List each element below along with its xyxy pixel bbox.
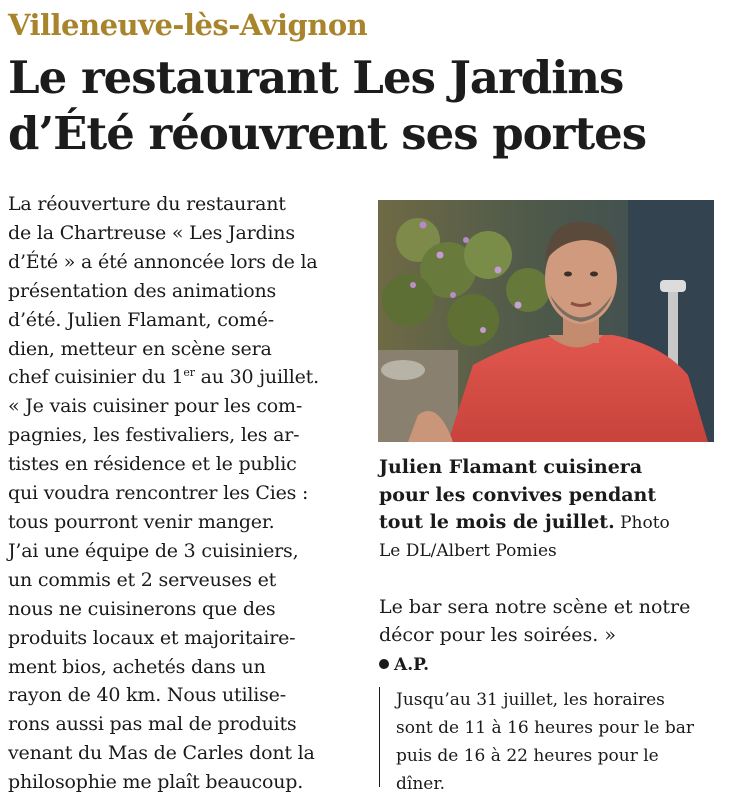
author-signature — [379, 655, 429, 675]
body-line: qui voudra rencontrer les Cies : — [8, 482, 309, 505]
info-line: puis de 16 à 22 heures pour le — [396, 746, 659, 766]
body-line: de la Chartreuse « Les Jardins — [8, 221, 295, 244]
body-line: d’été. Julien Flamant, comé- — [8, 308, 274, 331]
body-line: « Je vais cuisiner pour les com- — [8, 395, 303, 418]
photo-credit: Le DL/Albert Pomies — [379, 540, 557, 561]
signature-text: A.P. — [394, 655, 429, 675]
body-line: venant du Mas de Carles dont la — [8, 742, 315, 765]
body-line: ment bios, achetés dans un — [8, 655, 266, 678]
body-line: décor pour les soirées. » — [379, 624, 616, 646]
photo-chef — [378, 200, 714, 442]
caption-line: pour les convives pendant — [379, 483, 657, 506]
kicker-location: Villeneuve-lès-Avignon — [8, 8, 368, 42]
article-body-left — [8, 190, 353, 797]
bullet-icon — [379, 659, 389, 669]
body-line: pagnies, les festivaliers, les ar- — [8, 424, 300, 447]
info-line: dîner. — [396, 774, 445, 794]
headline-line: d’Été réouvrent ses portes — [8, 107, 647, 160]
photo-caption — [379, 454, 724, 565]
caption-line: tout le mois de juillet. Photo — [379, 511, 670, 533]
body-line: rons aussi pas mal de produits — [8, 713, 297, 736]
body-line: d’Été » a été annoncée lors de la — [8, 250, 318, 273]
photo-credit: Photo — [614, 513, 670, 533]
body-line: nous ne cuisinerons que des — [8, 597, 276, 620]
body-line: présentation des animations — [8, 279, 277, 302]
body-line: un commis et 2 serveuses et — [8, 568, 277, 591]
article-body-right — [379, 593, 724, 649]
body-line — [8, 363, 353, 392]
photo-illustration — [378, 200, 714, 442]
info-line: Jusqu’au 31 juillet, les horaires — [396, 690, 665, 710]
superscript: er — [183, 366, 195, 380]
body-line: tistes en résidence et le public — [8, 453, 297, 476]
body-line: rayon de 40 km. Nous utilise- — [8, 684, 286, 707]
caption-line: Julien Flamant cuisinera — [379, 456, 643, 478]
info-line: sont de 11 à 16 heures pour le bar — [396, 718, 695, 738]
body-line: tous pourront venir manger. — [8, 510, 275, 533]
body-line: La réouverture du restaurant — [8, 193, 286, 215]
body-line: philosophie me plaît beaucoup. — [8, 771, 304, 794]
body-text: au 30 juillet. — [194, 366, 319, 389]
headline-line: Le restaurant Les Jardins — [8, 51, 624, 104]
body-text: chef cuisinier du 1 — [8, 366, 184, 389]
headline — [8, 50, 723, 162]
body-line: J’ai une équipe de 3 cuisiniers, — [8, 539, 299, 562]
info-box — [396, 686, 694, 798]
body-line: Le bar sera notre scène et notre — [379, 596, 691, 618]
body-line: dien, metteur en scène sera — [8, 337, 272, 360]
body-line: produits locaux et majoritaire- — [8, 626, 296, 649]
